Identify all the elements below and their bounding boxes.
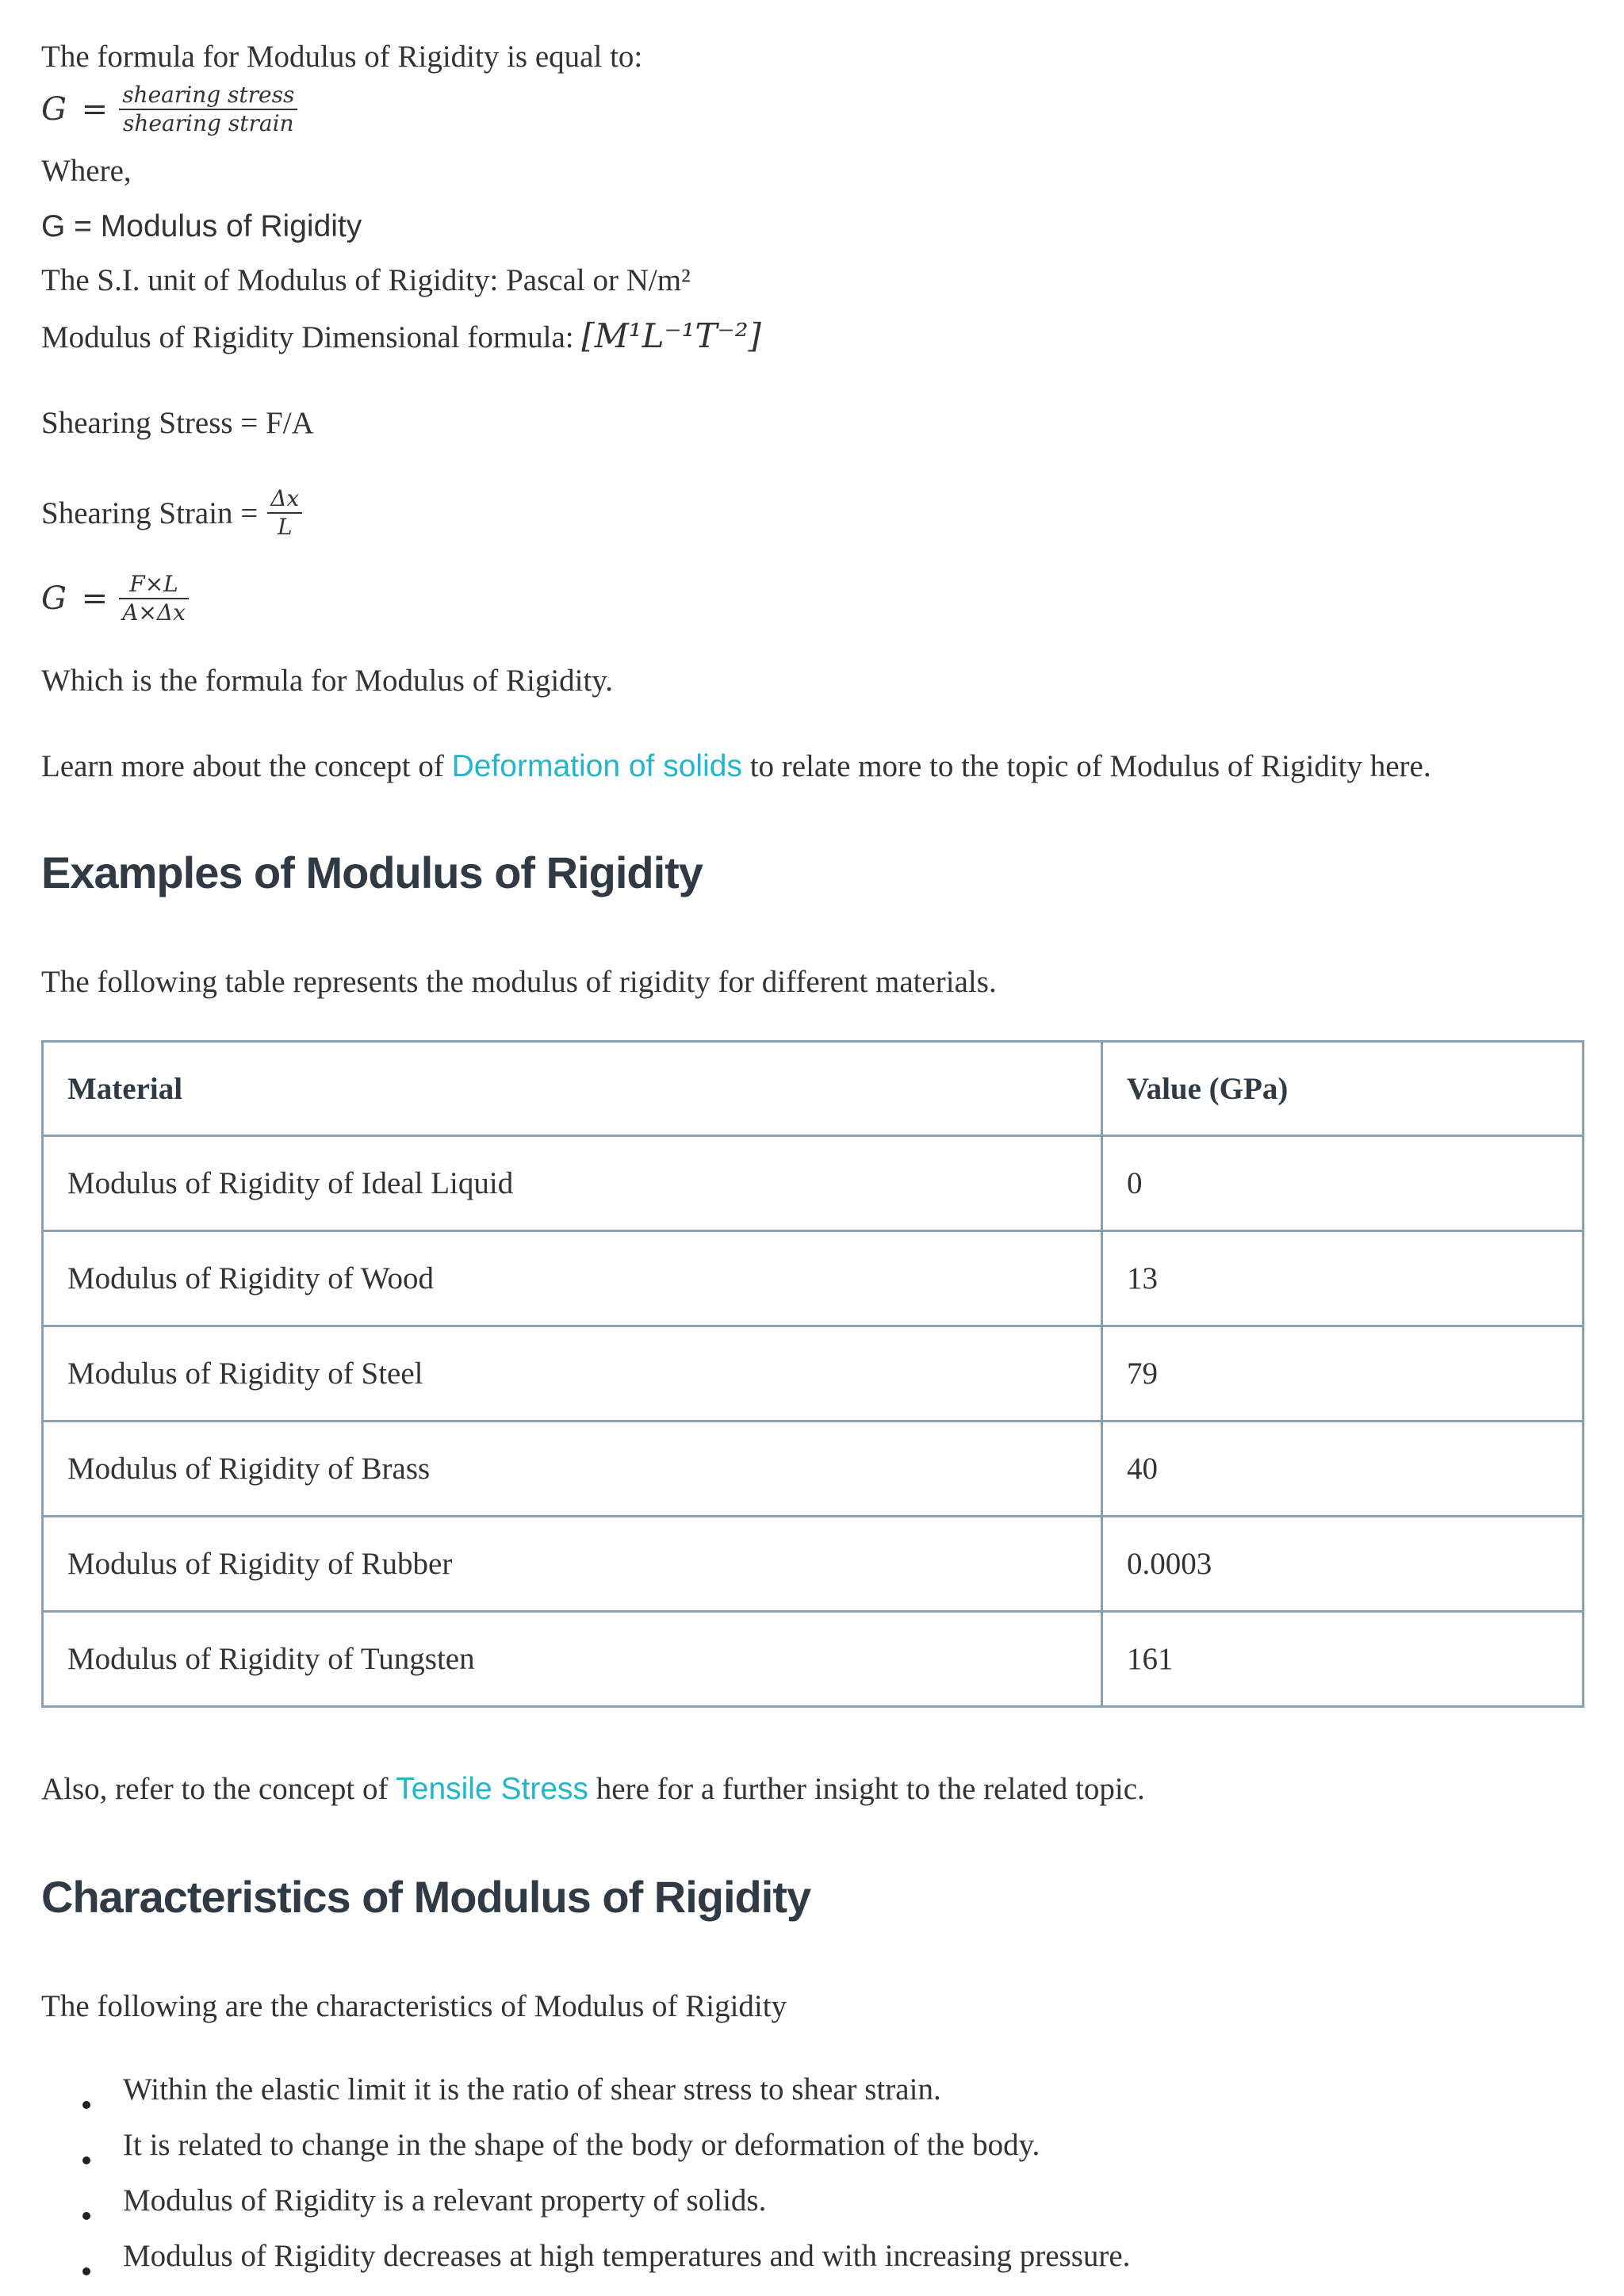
- shearing-strain-label: Shearing Strain =: [41, 496, 259, 530]
- examples-intro: The following table represents the modulus of rigidity for different materials.: [41, 965, 997, 999]
- table-row: [43, 1612, 1584, 1707]
- table-row: [43, 1422, 1584, 1517]
- table-row: [43, 1136, 1584, 1231]
- si-unit-text: The S.I. unit of Modulus of Rigidity: Pascal or N/m²: [41, 263, 691, 297]
- bullet-icon: [82, 2101, 90, 2109]
- strain-denominator: L: [278, 514, 293, 540]
- shearing-strain-formula: [41, 485, 302, 541]
- material-cell: Modulus of Rigidity of Wood: [43, 1231, 1102, 1326]
- examples-heading: Examples of Modulus of Rigidity: [41, 848, 703, 897]
- strain-numerator: Δx: [270, 485, 300, 511]
- formula-lhs: G: [41, 91, 67, 128]
- bullet-icon: [82, 2156, 90, 2164]
- value-cell: 13: [1102, 1231, 1584, 1326]
- list-item: Modulus of Rigidity decreases at high temperatures and with increasing pressure.: [41, 2237, 1130, 2293]
- value-cell: 79: [1102, 1326, 1584, 1422]
- table-header-row: [43, 1042, 1584, 1136]
- table-row: [43, 1517, 1584, 1612]
- formula-denominator: shearing strain: [123, 110, 294, 136]
- material-cell: Modulus of Rigidity of Steel: [43, 1326, 1102, 1422]
- value-cell: 0: [1102, 1136, 1584, 1231]
- bullet-icon: [82, 2267, 90, 2275]
- formula-numerator: shearing stress: [122, 82, 295, 108]
- characteristics-intro: The following are the characteristics of Modulus of Rigidity: [41, 1989, 787, 2023]
- shearing-stress-text: Shearing Stress = F/A: [41, 406, 314, 440]
- characteristics-heading: Characteristics of Modulus of Rigidity: [41, 1872, 811, 1922]
- dimensional-text: Modulus of Rigidity Dimensional formula: [M¹L⁻¹T⁻²]: [41, 316, 761, 355]
- final-numerator: F×L: [129, 571, 178, 597]
- value-cell: 161: [1102, 1612, 1584, 1707]
- rigidity-table: [41, 1040, 1584, 1708]
- tensile-stress-link[interactable]: Tensile Stress: [396, 1772, 589, 1806]
- also-refer-text: Also, refer to the concept of Tensile Stress here for a further insight to the related topic.: [41, 1772, 1145, 1806]
- deformation-of-solids-link[interactable]: Deformation of solids: [451, 749, 742, 783]
- list-item: It is related to change in the shape of the body or deformation of the body.: [41, 2126, 1130, 2182]
- characteristics-list: [41, 2071, 1130, 2293]
- bullet-icon: [82, 2212, 90, 2220]
- dimensional-formula: [M¹L⁻¹T⁻²]: [581, 316, 761, 355]
- material-cell: Modulus of Rigidity of Tungsten: [43, 1612, 1102, 1707]
- learn-more-text: Learn more about the concept of Deformation of solids to relate more to the topic of Modulus of Rigidity here.: [41, 749, 1431, 783]
- material-cell: Modulus of Rigidity of Brass: [43, 1422, 1102, 1517]
- list-item: Within the elastic limit it is the ratio of shear stress to shear strain.: [41, 2071, 1130, 2126]
- material-cell: Modulus of Rigidity of Ideal Liquid: [43, 1136, 1102, 1231]
- value-cell: 40: [1102, 1422, 1584, 1517]
- which-is-text: Which is the formula for Modulus of Rigidity.: [41, 664, 614, 698]
- formula-intro: The formula for Modulus of Rigidity is equal to:: [41, 40, 643, 74]
- final-formula: G = $\frac{F\times L}{A\times\Delta x}$: [41, 571, 189, 626]
- table-row: [43, 1326, 1584, 1422]
- g-definition: G = Modulus of Rigidity: [41, 209, 362, 243]
- value-cell: 0.0003: [1102, 1517, 1584, 1612]
- material-cell: Modulus of Rigidity of Rubber: [43, 1517, 1102, 1612]
- table-row: [43, 1231, 1584, 1326]
- header-value: Value (GPa): [1102, 1042, 1584, 1136]
- final-lhs: G: [41, 580, 67, 617]
- where-text: Where,: [41, 154, 132, 188]
- list-item: Modulus of Rigidity is a relevant property of solids.: [41, 2182, 1130, 2237]
- modulus-formula: G = $\frac{\text{shearing stress}}{\text{shearing strain}}$: [41, 82, 297, 137]
- header-material: Material: [43, 1042, 1102, 1136]
- final-denominator: A×Δx: [122, 599, 186, 626]
